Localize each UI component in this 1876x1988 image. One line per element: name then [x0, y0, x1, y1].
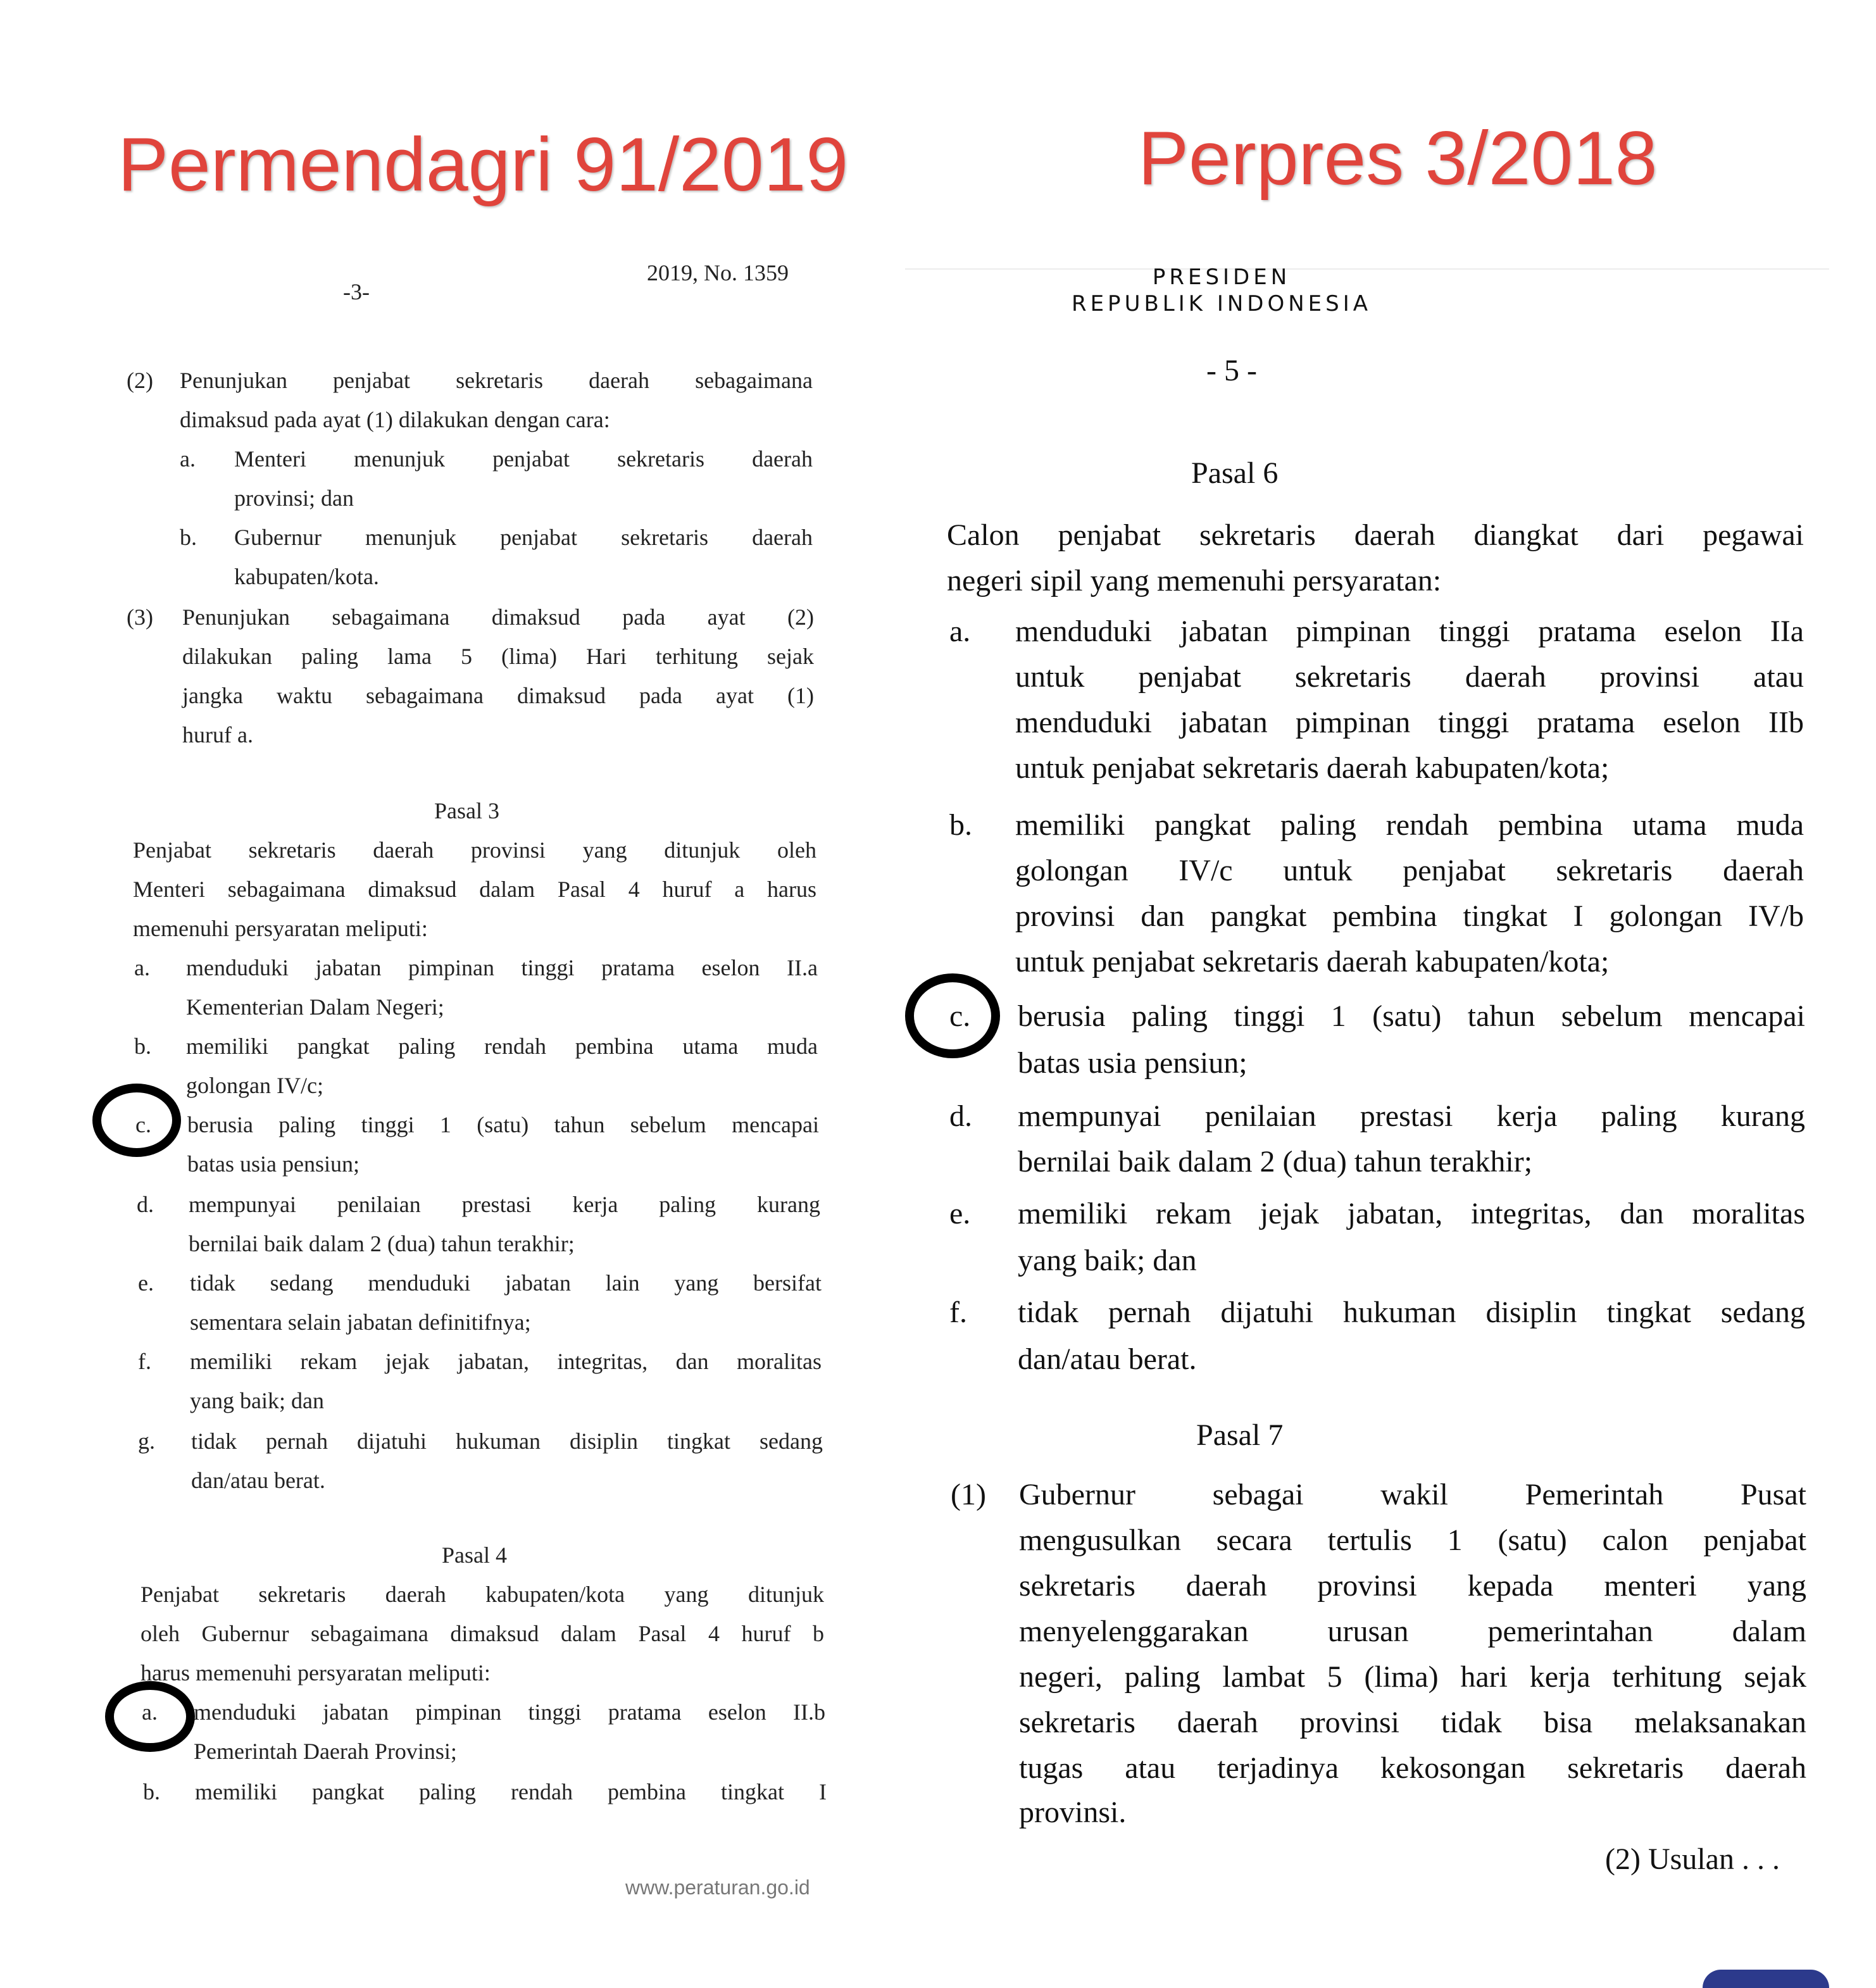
ayat-2-number: (2) — [127, 368, 153, 393]
highlight-circle-pasal-6-c — [905, 973, 1000, 1058]
pasal-3-item-b-line-1: memiliki pangkat paling rendah pembina utama muda — [186, 1034, 818, 1059]
pasal-3-item-a-line-1: menduduki jabatan pimpinan tinggi pratama eselon II.a — [186, 955, 818, 980]
ayat-3-number: (3) — [127, 604, 153, 630]
pasal-3-item-g-line-2: dan/atau berat. — [191, 1468, 325, 1493]
ayat-2-item-a-line-1: Menteri menunjuk penjabat sekretaris daerah — [234, 446, 813, 472]
pasal-6-item-b-line-3: provinsi dan pangkat pembina tingkat I golongan IV/b — [1015, 899, 1804, 933]
pasal-6-heading: Pasal 6 — [1191, 456, 1279, 490]
pasal-6-item-e-mark: e. — [949, 1197, 971, 1230]
pasal-3-intro-line-2: Menteri sebagaimana dimaksud dalam Pasal 4 huruf a harus — [133, 877, 816, 902]
pasal-6-item-f-line-1: tidak pernah dijatuhi hukuman disiplin tingkat sedang — [1018, 1296, 1805, 1329]
pasal-6-item-d-line-1: mempunyai penilaian prestasi kerja paling kurang — [1018, 1099, 1805, 1133]
pasal-6-item-b-mark: b. — [949, 808, 972, 842]
pasal-4-item-b-line-1: memiliki pangkat paling rendah pembina tingkat I — [195, 1779, 827, 1804]
pasal-3-item-d-line-1: mempunyai penilaian prestasi kerja paling kurang — [189, 1192, 820, 1217]
pasal-3-item-f-line-1: memiliki rekam jejak jabatan, integritas, dan moralitas — [190, 1349, 822, 1374]
pasal-7-line-4: menyelenggarakan urusan pemerintahan dalam — [1019, 1615, 1806, 1648]
pasal-6-intro-line-1: Calon penjabat sekretaris daerah diangkat dari pegawai — [947, 518, 1804, 552]
ayat-3-line-2: dilakukan paling lama 5 (lima) Hari terhitung sejak — [182, 644, 814, 669]
ayat-2-line-2: dimaksud pada ayat (1) dilakukan dengan cara: — [180, 407, 610, 432]
ayat-2-item-b-line-1: Gubernur menunjuk penjabat sekretaris daerah — [234, 525, 813, 550]
pasal-6-item-d-mark: d. — [949, 1099, 972, 1133]
pasal-3-item-c-line-1: berusia paling tinggi 1 (satu) tahun sebelum mencapai — [187, 1112, 819, 1137]
pasal-7-ayat-1-number: (1) — [951, 1478, 986, 1511]
right-header-republik: REPUBLIK INDONESIA — [1071, 291, 1372, 316]
pasal-7-line-7: tugas atau terjadinya kekosongan sekretaris daerah — [1019, 1751, 1806, 1785]
ayat-2-item-b-line-2: kabupaten/kota. — [234, 564, 379, 589]
pasal-3-intro-line-1: Penjabat sekretaris daerah provinsi yang ditunjuk oleh — [133, 837, 816, 863]
pasal-7-heading: Pasal 7 — [1196, 1418, 1284, 1452]
pasal-6-item-d-line-2: bernilai baik dalam 2 (dua) tahun terakhir; — [1018, 1145, 1533, 1178]
pasal-6-item-a-line-1: menduduki jabatan pimpinan tinggi pratama eselon IIa — [1015, 615, 1804, 648]
pasal-6-item-a-line-4: untuk penjabat sekretaris daerah kabupaten/kota; — [1015, 751, 1610, 785]
pasal-3-item-e-line-2: sementara selain jabatan definitifnya; — [190, 1310, 531, 1335]
pasal-6-item-f-mark: f. — [949, 1296, 967, 1329]
ayat-2-line-1: Penunjukan penjabat sekretaris daerah sebagaimana — [180, 368, 813, 393]
pasal-4-heading: Pasal 4 — [442, 1542, 507, 1568]
pasal-6-item-f-line-2: dan/atau berat. — [1018, 1342, 1197, 1376]
highlight-circle-pasal-3-c — [92, 1084, 181, 1157]
ayat-3-line-1: Penunjukan sebagaimana dimaksud pada ayat (2) — [182, 604, 814, 630]
pasal-6-item-c-line-1: berusia paling tinggi 1 (satu) tahun sebelum mencapai — [1018, 999, 1805, 1033]
pasal-6-item-b-line-1: memiliki pangkat paling rendah pembina utama muda — [1015, 808, 1804, 842]
pasal-3-item-c-mark: c. — [135, 1112, 151, 1137]
pasal-3-item-e-mark: e. — [138, 1270, 154, 1296]
pasal-6-item-c-line-2: batas usia pensiun; — [1018, 1046, 1248, 1080]
left-gazette-number: 2019, No. 1359 — [647, 260, 789, 285]
pasal-7-line-5: negeri, paling lambat 5 (lima) hari kerja terhitung sejak — [1019, 1660, 1806, 1694]
pasal-6-item-e-line-1: memiliki rekam jejak jabatan, integritas, dan moralitas — [1018, 1197, 1805, 1230]
pasal-3-item-f-mark: f. — [138, 1349, 151, 1374]
pasal-3-item-g-line-1: tidak pernah dijatuhi hukuman disiplin tingkat sedang — [191, 1428, 823, 1454]
blue-tab-fragment — [1703, 1970, 1829, 1988]
pasal-4-item-b-mark: b. — [143, 1779, 160, 1804]
pasal-3-item-f-line-2: yang baik; dan — [190, 1388, 324, 1413]
pasal-3-item-d-mark: d. — [137, 1192, 154, 1217]
title-left: Permendagri 91/2019 — [118, 122, 849, 207]
pasal-3-heading: Pasal 3 — [434, 798, 499, 823]
ayat-3-line-3: jangka waktu sebagaimana dimaksud pada ayat (1) — [182, 683, 814, 708]
left-page-number: -3- — [343, 279, 370, 304]
right-header-presiden: PRESIDEN — [1152, 265, 1291, 290]
highlight-circle-pasal-4-a — [105, 1681, 195, 1752]
pasal-6-item-e-line-2: yang baik; dan — [1018, 1244, 1197, 1277]
pasal-3-item-a-line-2: Kementerian Dalam Negeri; — [186, 994, 444, 1020]
pasal-3-item-a-mark: a. — [134, 955, 150, 980]
ayat-2-item-a-line-2: provinsi; dan — [234, 485, 354, 511]
pasal-6-intro-line-2: negeri sipil yang memenuhi persyaratan: — [947, 564, 1442, 597]
pasal-4-intro-line-1: Penjabat sekretaris daerah kabupaten/kota yang ditunjuk — [141, 1582, 824, 1607]
pasal-6-item-a-mark: a. — [949, 615, 971, 648]
pasal-3-item-b-mark: b. — [134, 1034, 151, 1059]
pasal-6-item-b-line-2: golongan IV/c untuk penjabat sekretaris daerah — [1015, 854, 1804, 887]
ayat-2-item-b-mark: b. — [180, 525, 197, 550]
pasal-3-intro-line-3: memenuhi persyaratan meliputi: — [133, 916, 428, 941]
pasal-6-item-a-line-3: menduduki jabatan pimpinan tinggi pratama eselon IIb — [1015, 706, 1804, 739]
pasal-7-continuation: (2) Usulan . . . — [1605, 1842, 1780, 1876]
pasal-7-line-1: Gubernur sebagai wakil Pemerintah Pusat — [1019, 1478, 1806, 1511]
pasal-4-intro-line-3: harus memenuhi persyaratan meliputi: — [141, 1660, 491, 1685]
pasal-7-line-3: sekretaris daerah provinsi kepada menteri yang — [1019, 1569, 1806, 1603]
right-page-number: - 5 - — [1206, 354, 1257, 387]
pasal-6-item-c-mark: c. — [949, 999, 971, 1033]
pasal-3-item-b-line-2: golongan IV/c; — [186, 1073, 323, 1098]
ayat-3-line-4: huruf a. — [182, 722, 253, 747]
pasal-3-item-d-line-2: bernilai baik dalam 2 (dua) tahun terakhir; — [189, 1231, 575, 1256]
left-footer-url: www.peraturan.go.id — [625, 1876, 810, 1899]
pasal-4-item-a-mark: a. — [142, 1699, 158, 1725]
pasal-7-line-2: mengusulkan secara tertulis 1 (satu) calon penjabat — [1019, 1523, 1806, 1557]
pasal-4-item-a-line-2: Pemerintah Daerah Provinsi; — [194, 1739, 457, 1764]
pasal-4-item-a-line-1: menduduki jabatan pimpinan tinggi pratama eselon II.b — [194, 1699, 825, 1725]
ayat-2-item-a-mark: a. — [180, 446, 196, 472]
pasal-6-item-a-line-2: untuk penjabat sekretaris daerah provinsi atau — [1015, 660, 1804, 694]
pasal-3-item-e-line-1: tidak sedang menduduki jabatan lain yang bersifat — [190, 1270, 822, 1296]
pasal-3-item-g-mark: g. — [138, 1428, 155, 1454]
title-right: Perpres 3/2018 — [1138, 116, 1658, 201]
pasal-4-intro-line-2: oleh Gubernur sebagaimana dimaksud dalam Pasal 4 huruf b — [141, 1621, 824, 1646]
pasal-7-line-6: sekretaris daerah provinsi tidak bisa melaksanakan — [1019, 1706, 1806, 1739]
pasal-6-item-b-line-4: untuk penjabat sekretaris daerah kabupaten/kota; — [1015, 945, 1610, 978]
pasal-7-line-8: provinsi. — [1019, 1796, 1127, 1829]
pasal-3-item-c-line-2: batas usia pensiun; — [187, 1151, 360, 1177]
